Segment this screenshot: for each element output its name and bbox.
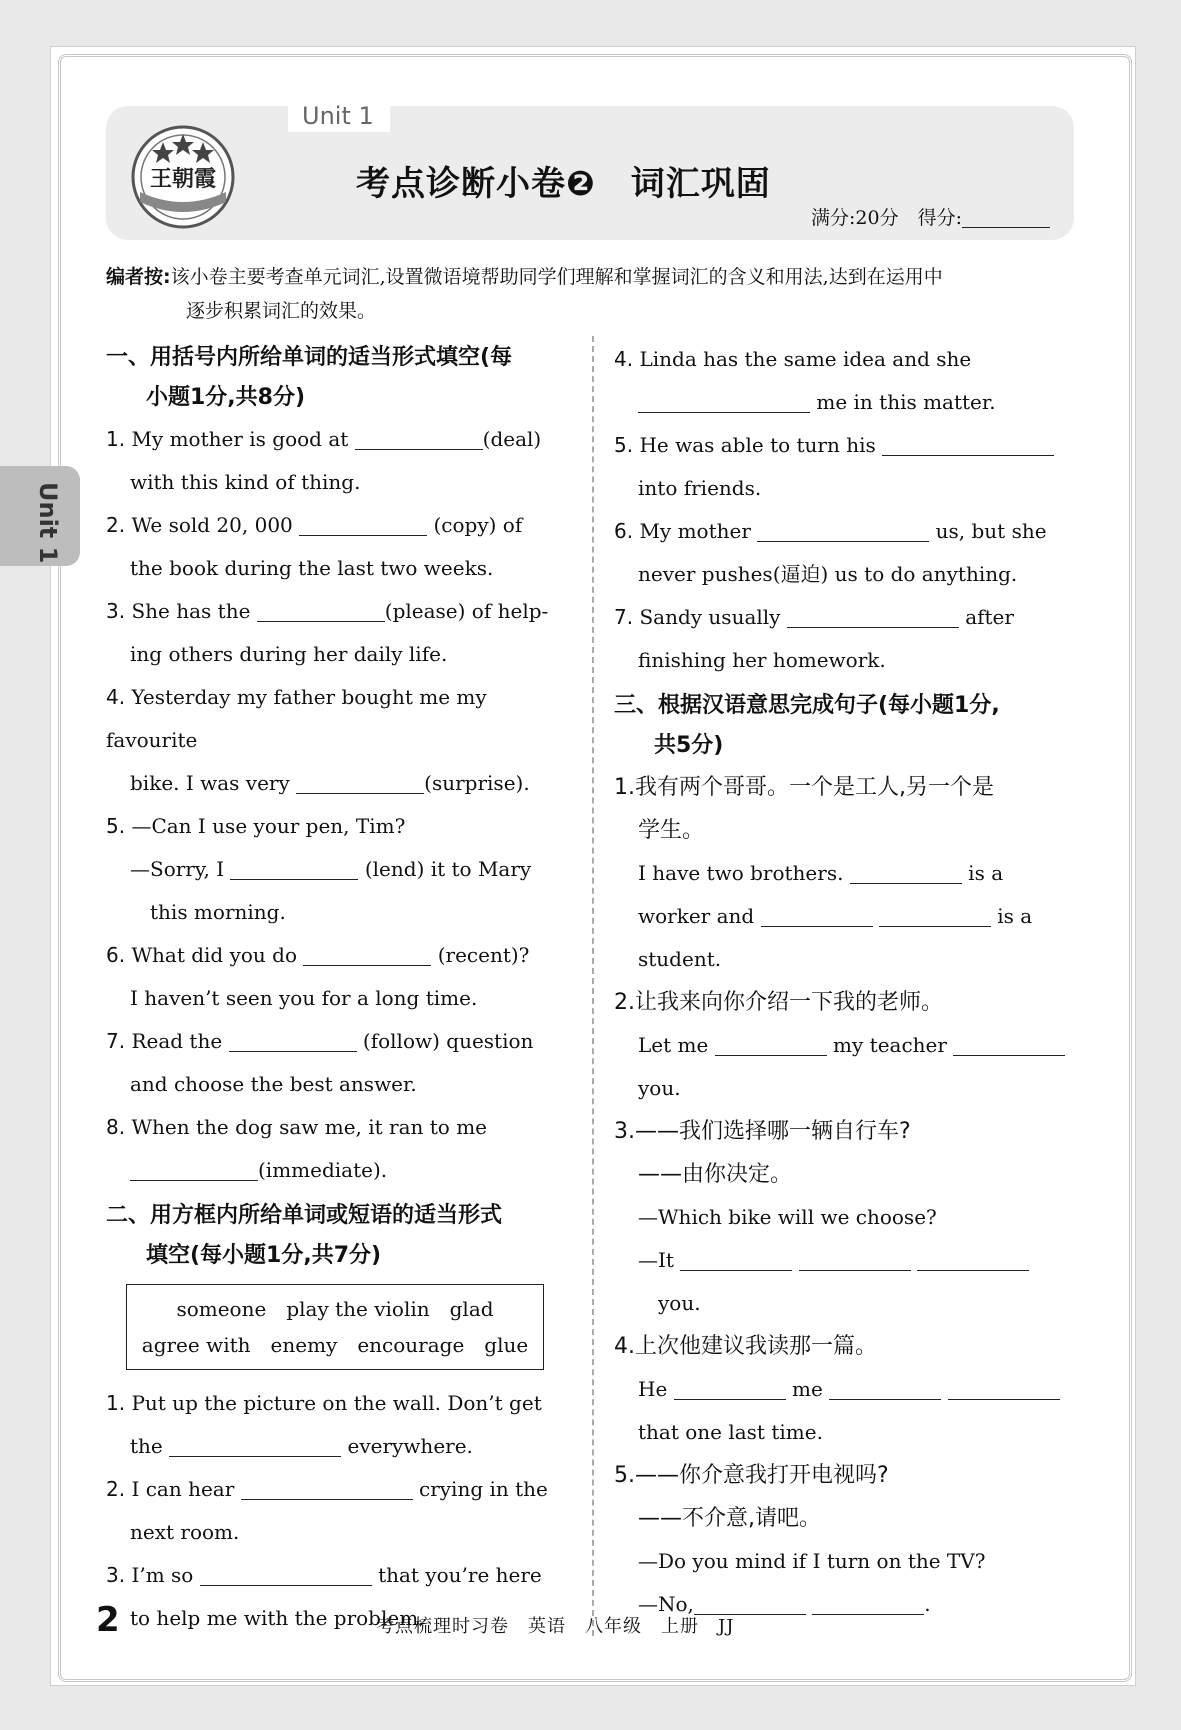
s2-question-1: 1. Put up the picture on the wall. Don’t get the everywhere.	[106, 1391, 542, 1458]
answer-blank[interactable]	[680, 1248, 792, 1271]
answer-blank[interactable]	[917, 1248, 1029, 1271]
s2-question-4: 4. Linda has the same idea and she me in this matter.	[614, 347, 996, 414]
answer-blank[interactable]	[850, 861, 962, 884]
answer-blank[interactable]	[829, 1377, 941, 1400]
s1-question-7: 7. Read the (follow) question and choose the best answer.	[106, 1029, 534, 1096]
section3-title: 三、根据汉语意思完成句子(每小题1分, 共5分)	[614, 693, 1000, 758]
svg-text:王朝霞: 王朝霞	[149, 166, 217, 192]
score-blank[interactable]	[962, 209, 1050, 228]
header-banner	[106, 102, 1074, 240]
s3-question-3: 3.——我们选择哪一辆自行车? ——由你决定。 —Which bike will we choose? —It you.	[614, 1110, 1074, 1325]
answer-blank[interactable]	[303, 943, 431, 966]
section1-title: 一、用括号内所给单词的适当形式填空(每 小题1分,共8分)	[106, 345, 513, 410]
s1-question-2: 2. We sold 20, 000 (copy) of the book during the last two weeks.	[106, 513, 523, 580]
s3-question-1: 1.我有两个哥哥。一个是工人,另一个是 学生。 I have two brothers. is a worker and is a student.	[614, 775, 1033, 971]
answer-blank[interactable]	[674, 1377, 786, 1400]
s3-question-2: 2.让我来向你介绍一下我的老师。 Let me my teacher you.	[614, 981, 1074, 1110]
answer-blank[interactable]	[229, 1029, 357, 1052]
left-column	[106, 338, 564, 1640]
s3-question-5: 5.——你介意我打开电视吗? ——不介意,请吧。 —Do you mind if I turn on the TV? —No, .	[614, 1463, 986, 1616]
answer-blank[interactable]	[355, 427, 483, 450]
s2-question-7: 7. Sandy usually after finishing her homework.	[614, 605, 1014, 672]
unit-label: Unit 1	[288, 100, 390, 132]
answer-blank[interactable]	[812, 1592, 924, 1615]
s2-question-2: 2. I can hear crying in the next room.	[106, 1477, 548, 1544]
unit-side-tab: Unit 1	[0, 466, 80, 566]
answer-blank[interactable]	[761, 904, 873, 927]
answer-blank[interactable]	[953, 1033, 1065, 1056]
publisher-logo-icon	[128, 122, 238, 232]
s1-question-8: 8. When the dog saw me, it ran to me (immediate).	[106, 1115, 488, 1182]
answer-blank[interactable]	[882, 433, 1054, 456]
editor-note: 编者按:该小卷主要考查单元词汇,设置微语境帮助同学们理解和掌握词汇的含义和用法,达到在运用中 逐步积累词汇的效果。	[106, 266, 943, 322]
s2-question-6: 6. My mother us, but she never pushes(逼迫) us to do anything.	[614, 519, 1047, 586]
answer-blank[interactable]	[799, 1248, 911, 1271]
s1-question-1: 1. My mother is good at (deal) with this kind of thing.	[106, 427, 542, 494]
answer-blank[interactable]	[169, 1434, 341, 1457]
word-bank-box: someone play the violin glad agree with enemy encourage glue	[126, 1284, 544, 1370]
page-number: 2	[96, 1600, 120, 1640]
footer-text: 考点梳理时习卷 英语 八年级 上册 JJ	[376, 1616, 735, 1637]
answer-blank[interactable]	[715, 1033, 827, 1056]
answer-blank[interactable]	[230, 857, 358, 880]
answer-blank[interactable]	[257, 599, 385, 622]
right-column	[614, 338, 1074, 1626]
answer-blank[interactable]	[757, 519, 929, 542]
score-line: 满分:20分 得分:	[811, 203, 1050, 230]
answer-blank[interactable]	[948, 1377, 1060, 1400]
s1-question-4: 4. Yesterday my father bought me my favourite bike. I was very (surprise).	[106, 685, 530, 795]
answer-blank[interactable]	[638, 390, 810, 413]
s1-question-3: 3. She has the (please) of help- ing others during her daily life.	[106, 599, 549, 666]
answer-blank[interactable]	[879, 904, 991, 927]
answer-blank[interactable]	[200, 1563, 372, 1586]
s3-question-4: 4.上次他建议我读那一篇。 He me that one last time.	[614, 1325, 1074, 1454]
answer-blank[interactable]	[130, 1158, 258, 1181]
s2-question-5: 5. He was able to turn his into friends.	[614, 424, 1074, 510]
answer-blank[interactable]	[787, 605, 959, 628]
s1-question-6: 6. What did you do (recent)? I haven’t seen you for a long time.	[106, 943, 530, 1010]
s2-question-3: 3. I’m so that you’re here to help me with the problem.	[106, 1563, 542, 1630]
section2-title: 二、用方框内所给单词或短语的适当形式 填空(每小题1分,共7分)	[106, 1203, 503, 1268]
answer-blank[interactable]	[299, 513, 427, 536]
page-title: 考点诊断小卷❷ 词汇巩固	[356, 164, 771, 204]
column-divider	[592, 336, 594, 1636]
answer-blank[interactable]	[241, 1477, 413, 1500]
s1-question-5: 5. —Can I use your pen, Tim? —Sorry, I (lend) it to Mary this morning.	[106, 814, 532, 924]
answer-blank[interactable]	[296, 771, 424, 794]
